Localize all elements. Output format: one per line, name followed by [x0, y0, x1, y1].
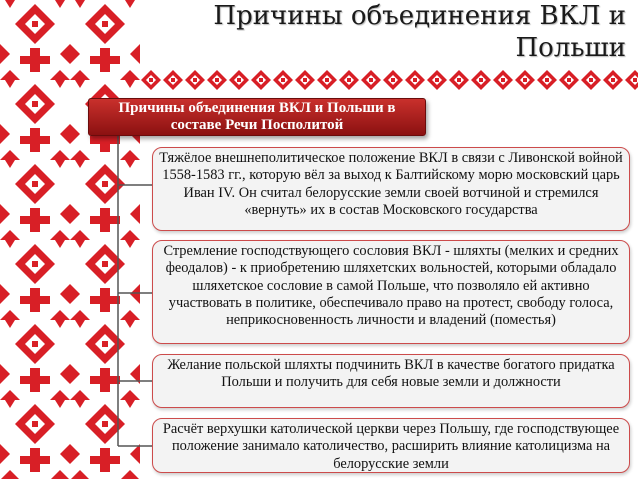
heading-box — [88, 98, 426, 136]
reason-text: Тяжёлое внешнеполитическое положение ВКЛ в связи с Ливонской войной 1558-1583 гг., которую вёл за выход к Балтийскому морю московский царь Иван IV. Он считал белорусские земли своей вотчиной и стремился «вернуть» их в состав Московского государства — [159, 150, 623, 218]
reason-box-3 — [152, 354, 630, 408]
belarusian-ornament-icon — [0, 0, 140, 479]
reason-box-1 — [152, 147, 630, 231]
reason-text: Желание польской шляхты подчинить ВКЛ в качестве богатого придатка Польши и получить для себя новые земли и должности — [167, 357, 615, 391]
reason-box-4 — [152, 418, 630, 473]
reason-text: Стремление господствующего сословия ВКЛ - шляхты (мелких и средних феодалов) - к приобретению шляхетских вольностей, которыми обладало шляхетское сословие в самой Польше, что позволяло ей активно участвовать в политике, обеспечивало право на протест, свободу голоса, неприкосновенность личности и владений (поместья) — [163, 243, 619, 329]
ornament-left — [0, 0, 140, 479]
ornament-stripe-icon — [140, 69, 638, 91]
heading-text: Причины объединения ВКЛ и Польши в составе Речи Посполитой — [118, 100, 396, 133]
page-title: Причины объединения ВКЛ и Польши — [213, 1, 626, 63]
reason-text: Расчёт верхушки католической церкви через Польшу, где господствующее положение занимало католичество, расширить влияние католицизма на белорусские земли — [162, 421, 620, 472]
ornament-stripe — [140, 69, 638, 91]
reason-box-2 — [152, 240, 630, 344]
